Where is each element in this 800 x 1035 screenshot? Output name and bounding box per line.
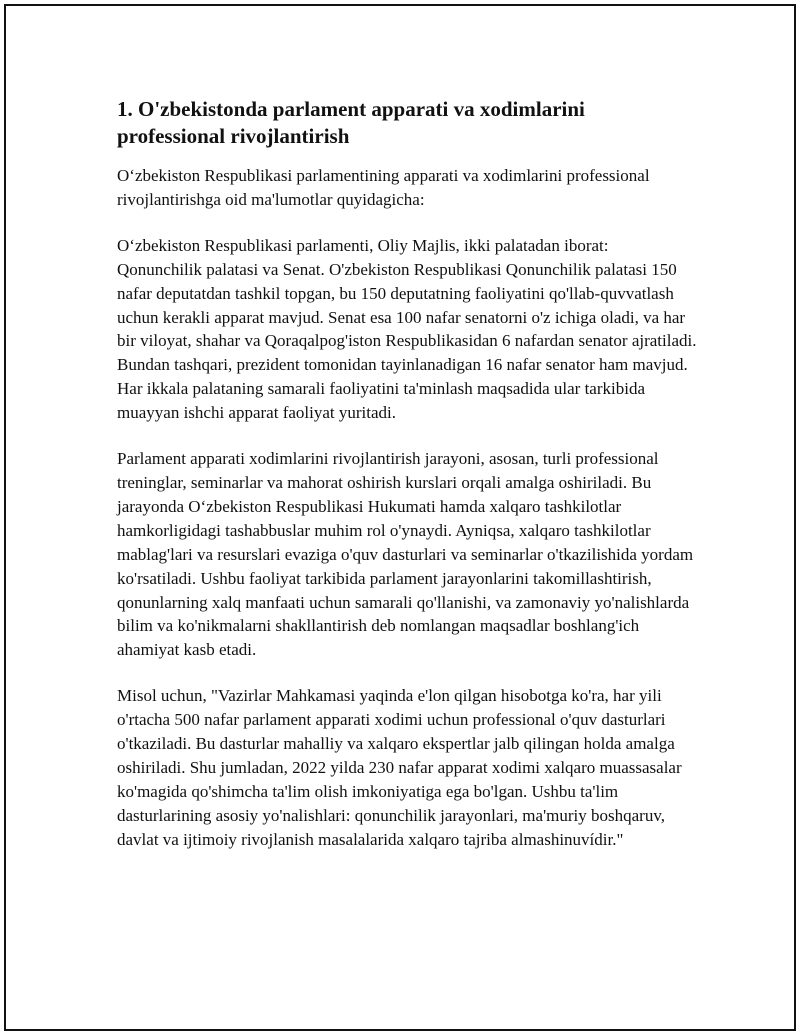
- staff-development-paragraph: Parlament apparati xodimlarini rivojlantirish jarayoni, asosan, turli professional treninglar, seminarlar va mahorat oshirish kurslari orqali amalga oshiriladi. Bu jarayonda O‘zbekiston Respublikasi Hukumati hamda xalqaro tashkilotlar hamkorligidagi tashabbuslar muhim rol o'ynaydi. Ayniqsa, xalqaro tashkilotlar mablag'lari va resurslari evaziga o'quv dasturlari va seminarlar o'tkazilishida yordam ko'rsatiladi. Ushbu faoliyat tarkibida parlament jarayonlarini takomillashtirish, qonunlarning xalq manfaati uchun samarali qo'llanishi, va zamonaviy yo'nalishlarda bilim va ko'nikmalarni shakllantirish deb nomlangan maqsadlar boshlang'ich ahamiyat kasb etadi.: [117, 449, 694, 660]
- example-quote-paragraph: Misol uchun, "Vazirlar Mahkamasi yaqinda e'lon qilgan hisobotga ko'ra, har yili o'rtacha 500 nafar parlament apparati xodimi uchun professional o'quv dasturlari o'tkaziladi. Bu dasturlar mahalliy va xalqaro ekspertlar jalb qilingan holda amalga oshiriladi. Shu jumladan, 2022 yilda 230 nafar apparat xodimi xalqaro muassasalar ko'magida qo'shimcha ta'lim olish imkoniyatiga ega bo'lgan. Ushbu ta'lim dasturlarining asosiy yo'nalishlari: qonunchilik jarayonlari, ma'muriy boshqaruv, davlat va ijtimoiy rivojlanish masalalarida xalqaro tajriba almashinuvídir.": [117, 686, 682, 849]
- parliament-structure-paragraph: O‘zbekiston Respublikasi parlamenti, Oliy Majlis, ikki palatadan iborat: Qonunchilik palatasi va Senat. O'zbekiston Respublikasi Qonunchilik palatasi 150 nafar deputatdan tashkil topgan, bu 150 deputatning faoliyatini qo'llab-quvvatlash uchun kerakli apparat mavjud. Senat esa 100 nafar senatorni o'z ichiga oladi, va har bir viloyat, shahar va Qoraqalpog'iston Respublikasidan 6 nafardan senator ajratiladi. Bundan tashqari, prezident tomonidan tayinlanadigan 16 nafar senator ham mavjud. Har ikkala palataning samarali faoliyatini ta'minlash maqsadida ular tarkibida muayyan ishchi apparat faoliyat yuritadi.: [117, 235, 697, 423]
- document-body: [117, 96, 697, 874]
- document-title: 1. O'zbekistonda parlament apparati va xodimlarini professional rivojlantirish: [117, 97, 585, 148]
- intro-paragraph: O‘zbekiston Respublikasi parlamentining apparati va xodimlarini professional rivojlantirishga oid ma'lumotlar quyidagicha:: [117, 166, 650, 209]
